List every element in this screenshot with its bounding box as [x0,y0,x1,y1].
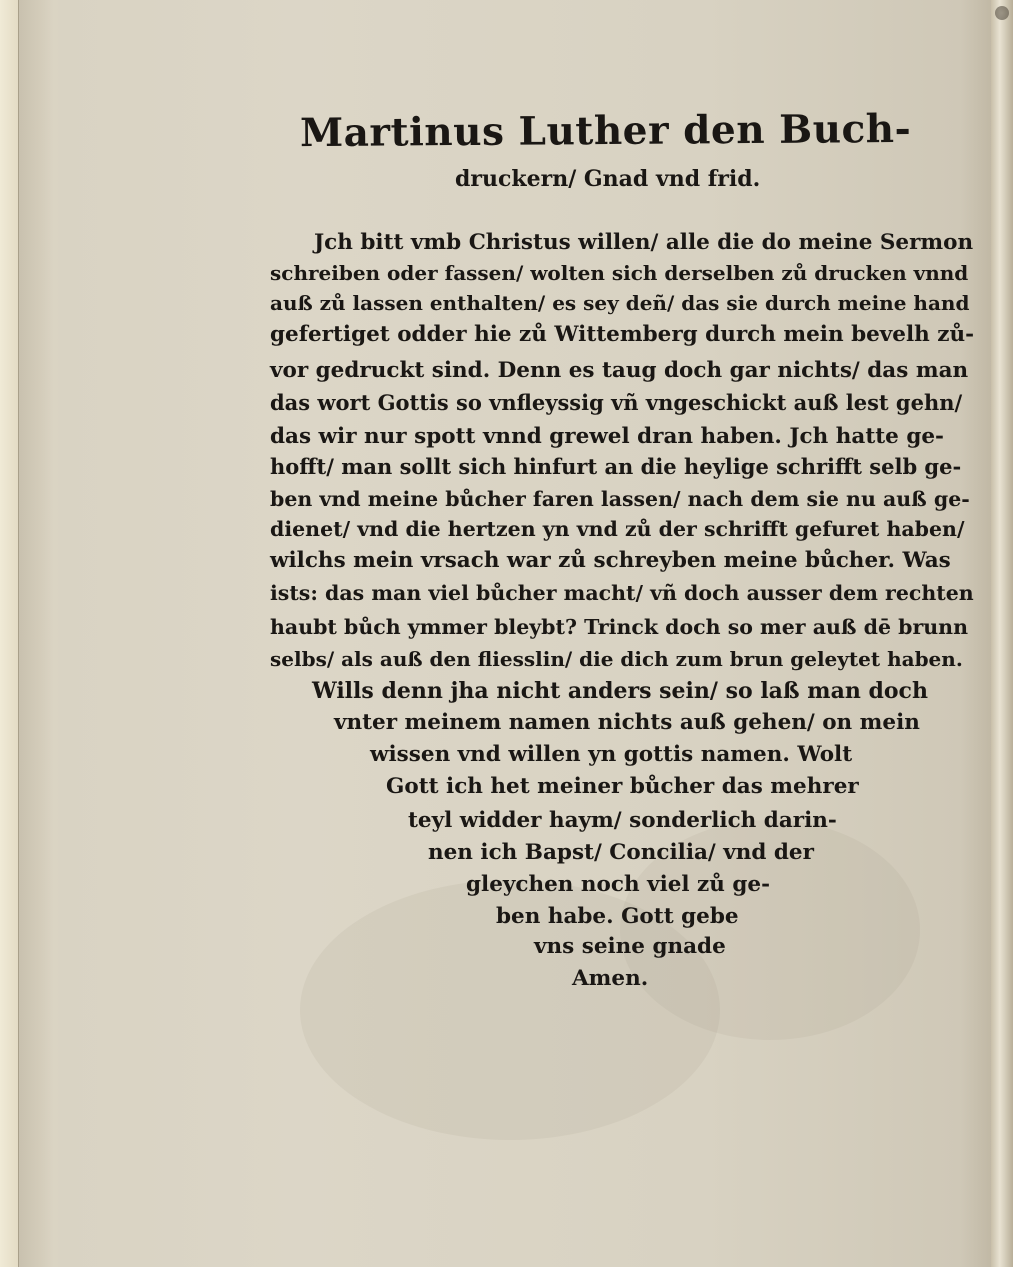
text-line: schreiben oder fassen/ wolten sich derselben zů drucken vnnd [270,261,969,285]
text-line: selbs/ als auß den fliesslin/ die dich zum brun geleytet haben. [270,647,963,671]
text-line: haubt bůch ymmer bleybt? Trinck doch so mer auß dē brunn [270,615,968,639]
text-line: wissen vnd willen yn gottis namen. Wolt [370,742,853,767]
page-title: Martinus Luther den Buch- [299,105,912,157]
text-line: nen ich Bapst/ Concilia/ vnd der [428,840,814,865]
text-line: Jch bitt vmb Christus willen/ alle die do meine Sermon [314,230,974,255]
text-line: das wir nur spott vnnd grewel dran haben. Jch hatte ge- [270,424,944,449]
text-line: vns seine gnade [534,934,726,959]
text-line: vnter meinem namen nichts auß gehen/ on mein [334,710,920,735]
text-line: dienet/ vnd die hertzen yn vnd zů der schrifft gefuret haben/ [270,517,965,541]
text-line: Wills denn jha nicht anders sein/ so laß man doch [312,678,928,704]
text-line: vor gedruckt sind. Denn es taug doch gar nichts/ das man [270,358,969,383]
text-line: teyl widder haym/ sonderlich darin- [408,808,837,833]
text-line: hofft/ man sollt sich hinfurt an die heylige schrifft selb ge- [270,454,962,479]
text-line: gleychen noch viel zů ge- [466,872,771,897]
page-subtitle: druckern/ Gnad vnd frid. [455,166,761,192]
text-line: wilchs mein vrsach war zů schreyben meine bůcher. Was [270,548,951,573]
text-line: gefertiget odder hie zů Wittemberg durch mein bevelh zů- [270,322,975,347]
text-line: das wort Gottis so vnfleyssig vñ vngeschickt auß lest gehn/ [270,390,963,415]
text-line: Gott ich het meiner bůcher das mehrer [386,774,859,799]
text-line: auß zů lassen enthalten/ es sey deñ/ das sie durch meine hand [270,291,970,315]
text-line: ben habe. Gott gebe [496,904,739,929]
text-line: ists: das man viel bůcher macht/ vñ doch ausser dem rechten [270,581,974,605]
text-line: Amen. [572,966,649,991]
text-line: ben vnd meine bůcher faren lassen/ nach dem sie nu auß ge- [270,487,970,511]
